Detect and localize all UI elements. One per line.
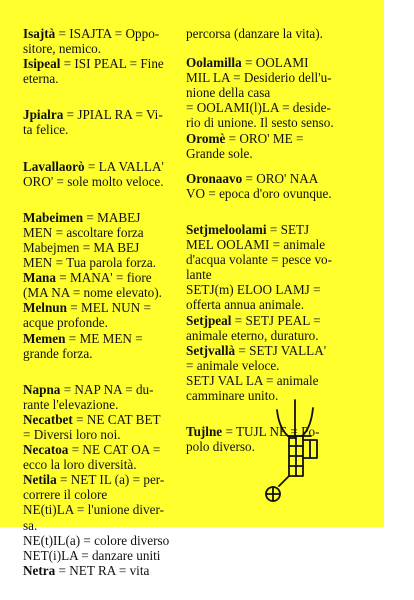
term: Mana — [23, 270, 56, 286]
term: Isajtà — [23, 26, 56, 41]
entry-setjm-eloo-lamj: SETJ(m) ELOO LAMJ = offerta annua animale. — [186, 282, 321, 313]
entry-napna: Napna = NAP NA = du- rante l'elevazione. — [23, 381, 154, 412]
term: Napna — [23, 381, 61, 397]
term: Oromè — [186, 130, 226, 146]
term: Tujlne — [186, 424, 223, 440]
entry-setjvalla: Setjvallà = SETJ VALLA' = animale veloce. — [186, 342, 327, 373]
term: Netra — [23, 562, 56, 578]
entry-isajta: Isajtà = ISAJTA = Oppo- sitore, nemico. — [23, 26, 160, 57]
left-column — [23, 26, 175, 578]
term: Isipeal — [23, 56, 61, 72]
entry-melnun: Melnun = MEL NUN = acque profonde. — [23, 300, 151, 331]
entry-netra: Netra = NET RA = vita — [23, 562, 150, 578]
term: Jpialra — [23, 107, 64, 123]
entry-necatoa: Necatoa = NE CAT OA = ecco la loro diversità. — [23, 442, 161, 473]
term: Necatoa — [23, 442, 69, 458]
entry-setj-val-la: SETJ VAL LA = animale camminare unito. — [186, 372, 319, 403]
entry-netila-unione: NE(ti)LA = l'unione diver- sa. — [23, 502, 165, 533]
entry-setjpeal: Setjpeal = SETJ PEAL = animale eterno, duraturo. — [186, 312, 321, 343]
entry-memen: Memen = ME MEN = grande forza. — [23, 330, 143, 361]
glyph-symbol-icon — [255, 398, 335, 506]
entry-netila: Netila = NET IL (a) = per- correre il colore — [23, 472, 165, 503]
entry-mabejmen: Mabejmen = MA BEJ MEN = Tua parola forza. — [23, 239, 157, 271]
term: Mabeimen — [23, 209, 84, 225]
entry-necatbet: Necatbet = NE CAT BET = Diversi loro noi. — [23, 411, 161, 442]
term: Oronaavo — [186, 170, 243, 186]
entry-mabeimen: Mabeimen = MABEJ MEN = ascoltare forza — [23, 209, 144, 240]
term: Oolamilla — [186, 55, 242, 71]
entry-isipeal: Isipeal = ISI PEAL = Fine eterna. — [23, 56, 164, 87]
right-column — [186, 26, 346, 454]
entry-orome: Oromè = ORO' ME = Grande sole. — [186, 130, 304, 161]
entry-oronaavo: Oronaavo = ORO' NAA VO = epoca d'oro ovunque. — [186, 170, 332, 201]
entry-netra-continued: percorsa (danzare la vita). — [186, 26, 323, 41]
entry-mana: Mana = MANA' = fiore (MA NA = nome elevato). — [23, 270, 162, 301]
entry-netila-colore: NE(t)IL(a) = colore diverso NET(i)LA = danzare uniti — [23, 532, 170, 563]
entry-oolamilla: Oolamilla = OOLAMI MIL LA = Desiderio dell'u- nione della casa — [186, 55, 332, 101]
entry-setjmeloolami: Setjmeloolami = SETJ MEL OOLAMI = animale d'acqua volante = pesce vo- lante — [186, 221, 333, 283]
entry-jpialra: Jpialra = JPIAL RA = Vi- ta felice. — [23, 107, 163, 138]
entry-lavallaoro: Lavallaorò = LA VALLA' ORO' = sole molto veloce. — [23, 158, 164, 189]
term: Necatbet — [23, 411, 73, 427]
term: Setjvallà — [186, 342, 236, 358]
term: Setjmeloolami — [186, 221, 267, 237]
term: Melnun — [23, 300, 67, 316]
term: Setjpeal — [186, 312, 232, 328]
entry-oolamilla-desiderio: = OOLAMI(l)LA = deside- rio di unione. Il sesto senso. — [186, 100, 334, 131]
entry-tujlne: Tujlne = TUJL NE = Po- polo diverso. — [186, 424, 320, 455]
term: Lavallaorò — [23, 158, 85, 174]
term: Netila — [23, 472, 57, 488]
term: Memen — [23, 330, 66, 346]
